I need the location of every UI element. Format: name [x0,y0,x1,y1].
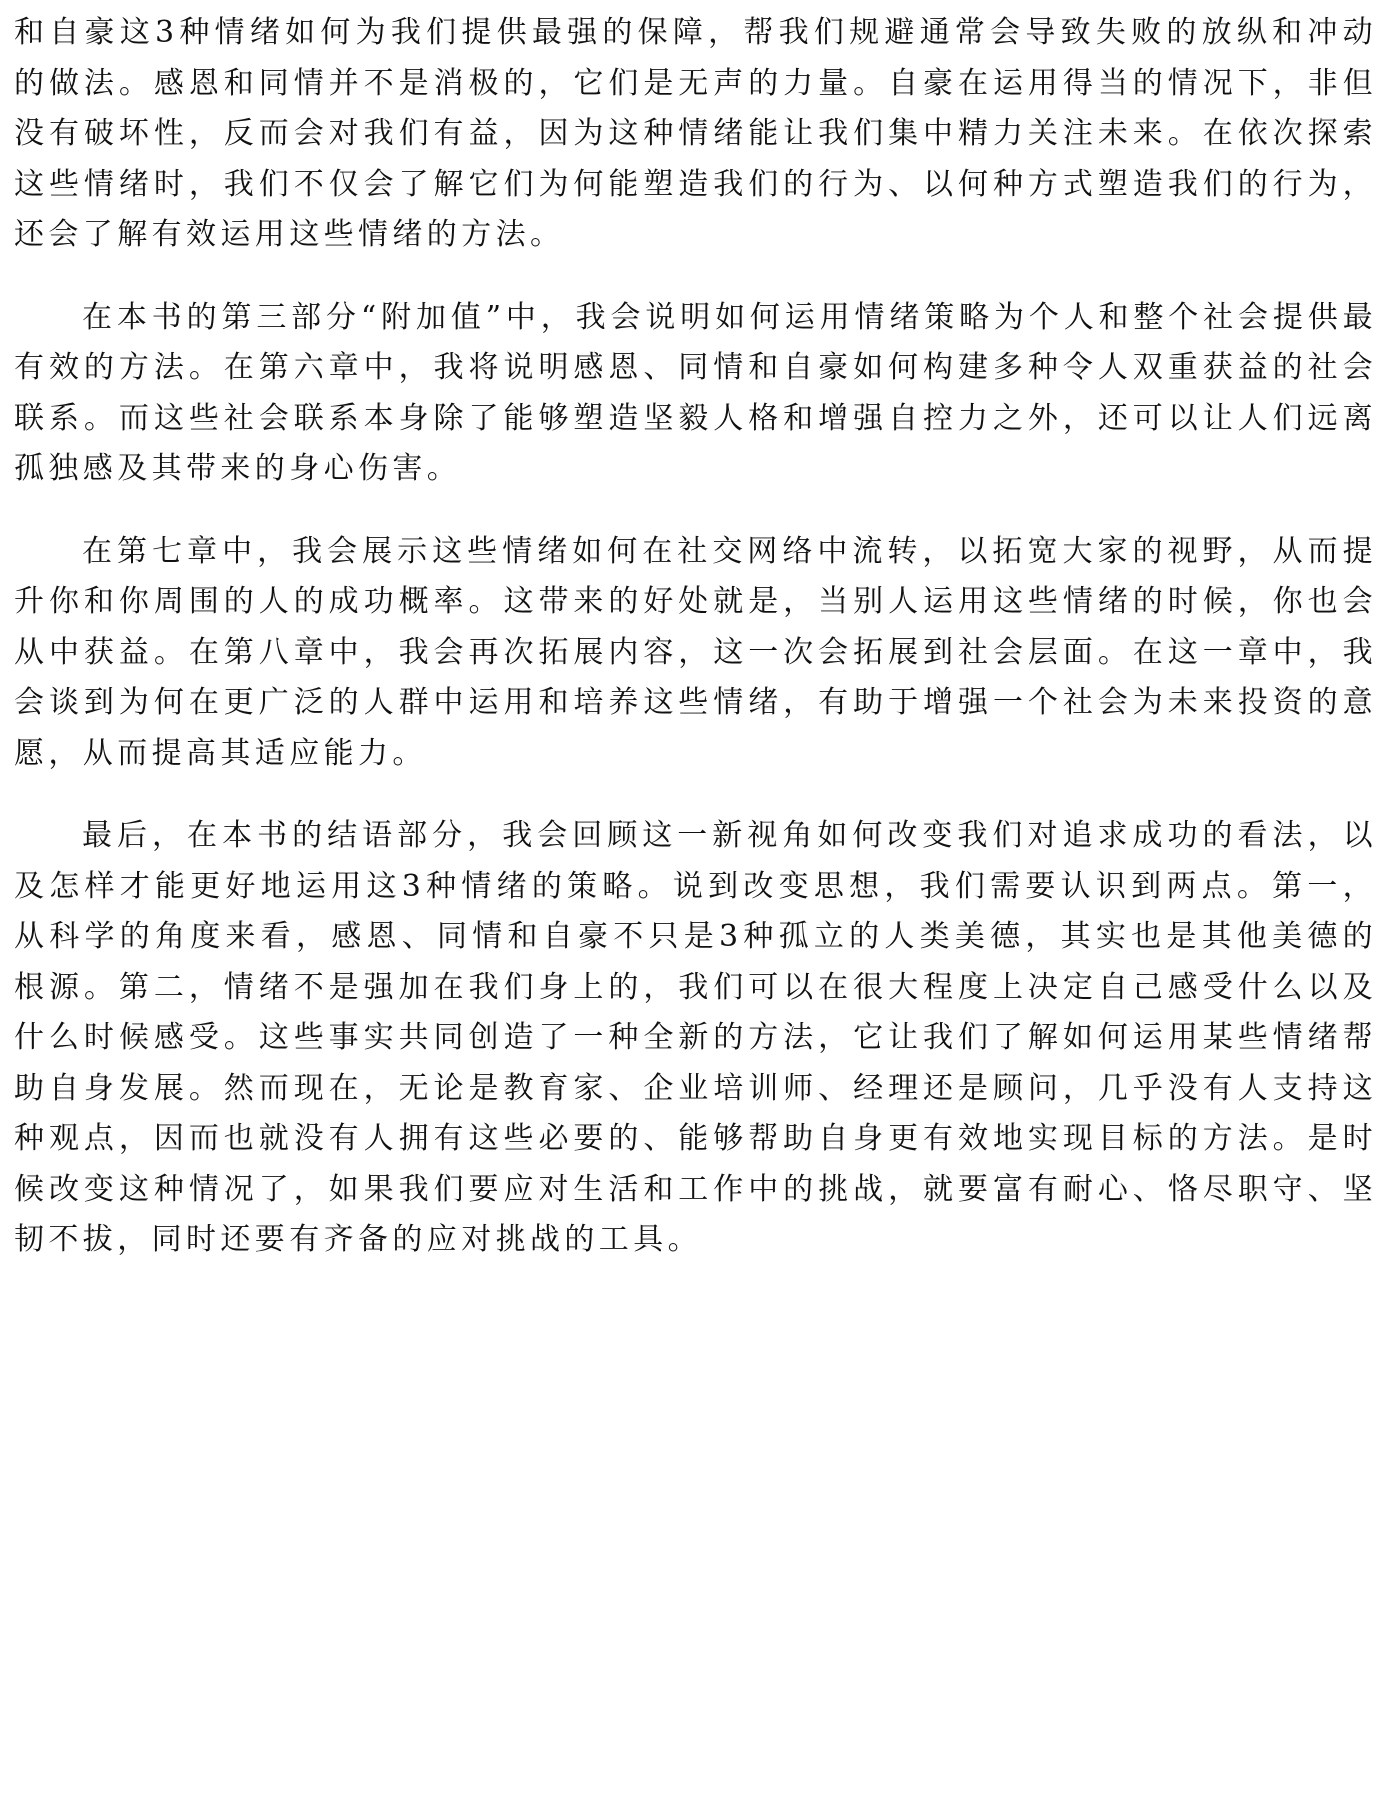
paragraph-3: 在第七章中，我会展示这些情绪如何在社交网络中流转，以拓宽大家的视野，从而提升你和你周围的人的成功概率。这带来的好处就是，当别人运用这些情绪的时候，你也会从中获益。在第八章中，我会再次拓展内容，这一次会拓展到社会层面。在这一章中，我会谈到为何在更广泛的人群中运用和培养这些情绪，有助于增强一个社会为未来投资的意愿，从而提高其适应能力。 [14,533,1377,771]
paragraph-2: 在本书的第三部分“附加值”中，我会说明如何运用情绪策略为个人和整个社会提供最有效的方法。在第六章中，我将说明感恩、同情和自豪如何构建多种令人双重获益的社会联系。而这些社会联系本身除了能够塑造坚毅人格和增强自控力之外，还可以让人们远离孤独感及其带来的身心伤害。 [14,299,1377,486]
paragraph-4: 最后，在本书的结语部分，我会回顾这一新视角如何改变我们对追求成功的看法，以及怎样才能更好地运用这3种情绪的策略。说到改变思想，我们需要认识到两点。第一，从科学的角度来看，感恩、同情和自豪不只是3种孤立的人类美德，其实也是其他美德的根源。第二，情绪不是强加在我们身上的，我们可以在很大程度上决定自己感受什么以及什么时候感受。这些事实共同创造了一种全新的方法，它让我们了解如何运用某些情绪帮助自身发展。然而现在，无论是教育家、企业培训师、经理还是顾问，几乎没有人支持这种观点，因而也就没有人拥有这些必要的、能够帮助自身更有效地实现目标的方法。是时候改变这种情况了，如果我们要应对生活和工作中的挑战，就要富有耐心、恪尽职守、坚韧不拔，同时还要有齐备的应对挑战的工具。 [14,818,1377,1257]
paragraph-1: 和自豪这3种情绪如何为我们提供最强的保障，帮我们规避通常会导致失败的放纵和冲动的做法。感恩和同情并不是消极的，它们是无声的力量。自豪在运用得当的情况下，非但没有破坏性，反而会对我们有益，因为这种情绪能让我们集中精力关注未来。在依次探索这些情绪时，我们不仅会了解它们为何能塑造我们的行为、以何种方式塑造我们的行为，还会了解有效运用这些情绪的方法。 [14,15,1377,252]
